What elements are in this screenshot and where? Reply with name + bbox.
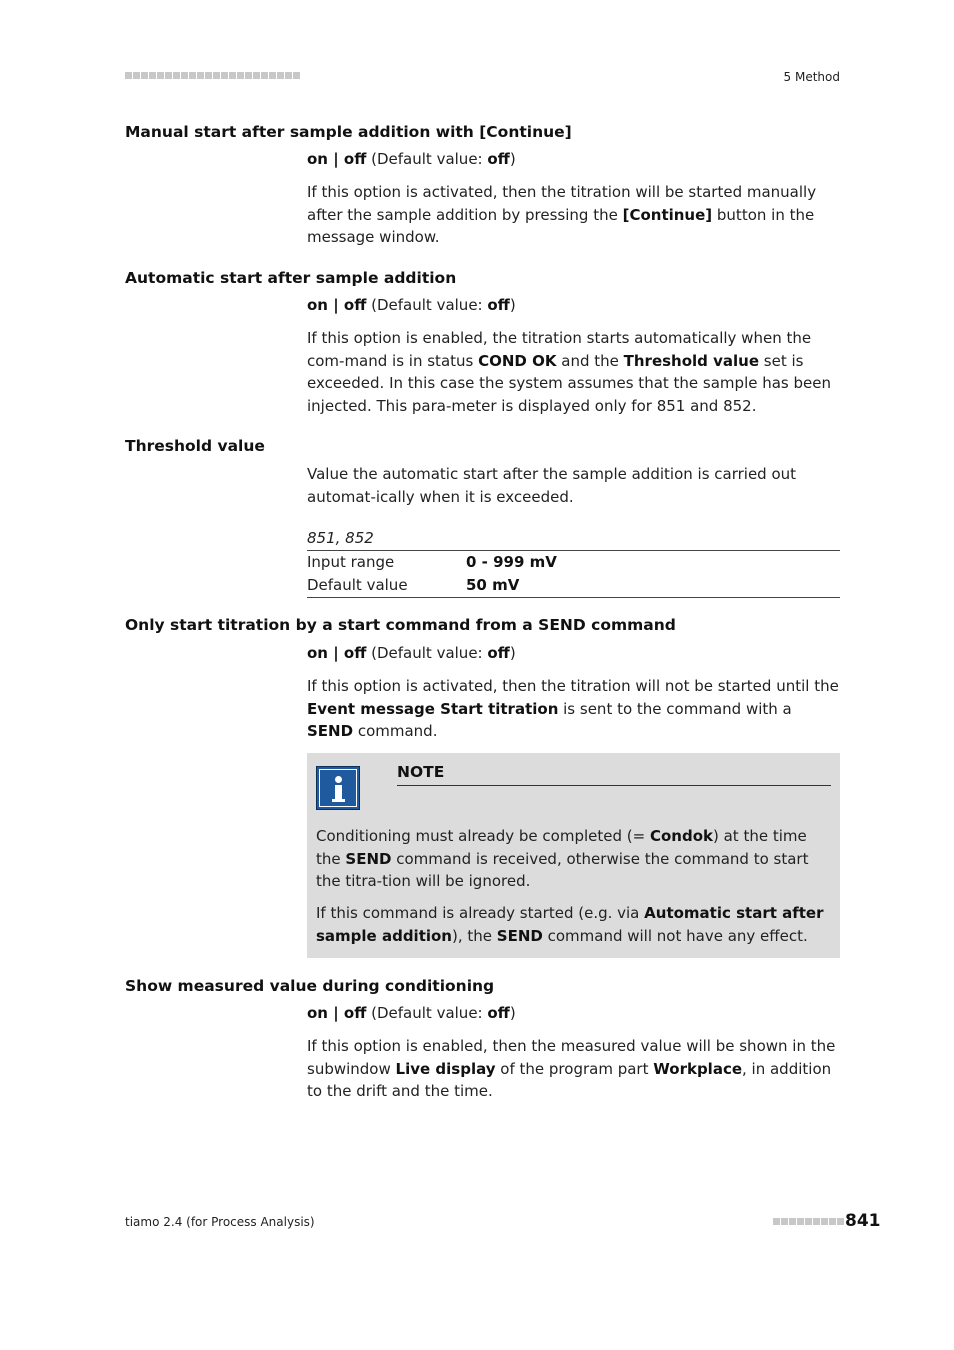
section-title-threshold: Threshold value	[125, 437, 265, 455]
page-number: 841	[845, 1211, 881, 1231]
section-title-manual-start: Manual start after sample addition with [Continue]	[125, 123, 572, 141]
option-values: on | off (Default value: off)	[307, 296, 516, 314]
header-decoration	[125, 72, 300, 80]
parameter-table	[307, 527, 840, 598]
option-values: on | off (Default value: off)	[307, 150, 516, 168]
section-description: Value the automatic start after the sample addition is carried out automat-ically when it is exceeded.	[307, 465, 797, 506]
note-paragraph: Conditioning must already be completed (= Condok) at the time the SEND command is received, otherwise the command to start the titra-tion will be ignored.	[316, 827, 809, 890]
option-values: on | off (Default value: off)	[307, 1004, 516, 1022]
section-title-show-measured: Show measured value during conditioning	[125, 977, 495, 995]
note-box	[307, 753, 840, 958]
section-title-send-command: Only start titration by a start command from a SEND command	[125, 616, 676, 634]
header-section-label: 5 Method	[783, 70, 840, 84]
footer-product: tiamo 2.4 (for Process Analysis)	[125, 1215, 315, 1229]
note-title: NOTE	[397, 763, 831, 786]
note-paragraph: If this command is already started (e.g. via Automatic start after sample addition), the SEND command will not have any effect.	[316, 904, 824, 945]
section-title-automatic-start: Automatic start after sample addition	[125, 269, 457, 287]
section-description: If this option is enabled, the titration starts automatically when the com-mand is in status COND OK and the Threshold value set is exceeded. In this case the system assumes that the sample has been injected. This para-meter is displayed only for 851 and 852.	[307, 329, 831, 415]
option-values: on | off (Default value: off)	[307, 644, 516, 662]
table-caption: 851, 852	[307, 529, 374, 547]
info-icon	[316, 766, 360, 810]
table-row: Default value 50 mV	[307, 576, 520, 594]
table-row: Input range 0 - 999 mV	[307, 553, 557, 571]
footer-decoration	[773, 1218, 844, 1225]
section-description: If this option is enabled, then the measured value will be shown in the subwindow Live display of the program part Workplace, in addition to the drift and the time.	[307, 1037, 836, 1100]
section-description: If this option is activated, then the titration will be started manually after the sample addition by pressing the [Continue] button in the message window.	[307, 183, 817, 246]
section-description: If this option is activated, then the titration will not be started until the Event message Start titration is sent to the command with a SEND command.	[307, 677, 839, 740]
